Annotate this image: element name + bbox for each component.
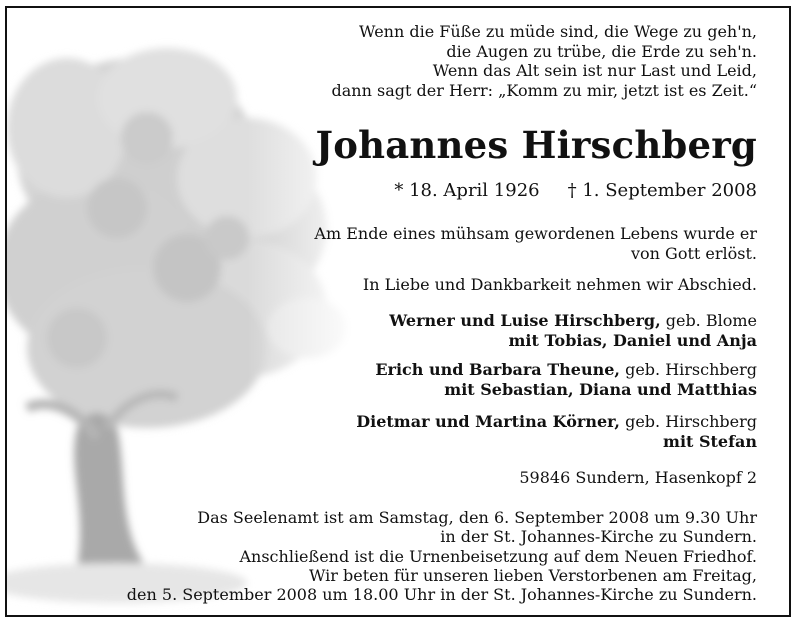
farewell-text: In Liebe und Dankbarkeit nehmen wir Abschied. bbox=[362, 275, 757, 294]
family-children: mit Sebastian, Diana und Matthias bbox=[444, 380, 757, 399]
deceased-name: Johannes Hirschberg bbox=[315, 123, 757, 167]
family-born: geb. Hirschberg bbox=[619, 412, 757, 431]
family-born: geb. Hirschberg bbox=[619, 360, 757, 379]
family-entry bbox=[389, 311, 757, 351]
poem-line: dann sagt der Herr: „Komm zu mir, jetzt ist es Zeit.“ bbox=[331, 80, 757, 100]
poem-line: Wenn die Füße zu müde sind, die Wege zu geh'n, bbox=[359, 22, 757, 41]
release-text: Am Ende eines mühsam gewordenen Lebens wurde er von Gott erlöst. bbox=[314, 224, 757, 263]
address: 59846 Sundern, Hasenkopf 2 bbox=[519, 468, 757, 487]
poem-line: die Augen zu trübe, die Erde zu seh'n. bbox=[446, 41, 757, 61]
obituary-frame bbox=[5, 6, 791, 617]
family-names: Werner und Luise Hirschberg, bbox=[389, 311, 661, 330]
life-dates bbox=[394, 180, 757, 201]
family-entry bbox=[356, 412, 757, 452]
family-children: mit Stefan bbox=[663, 432, 757, 451]
birth-date: * 18. April 1926 bbox=[394, 180, 540, 201]
family-entry bbox=[375, 360, 757, 400]
death-date: † 1. September 2008 bbox=[567, 180, 757, 201]
family-names: Erich und Barbara Theune, bbox=[375, 360, 620, 379]
poem bbox=[332, 22, 757, 100]
family-names: Dietmar und Martina Körner, bbox=[356, 412, 620, 431]
service-info: Das Seelenamt ist am Samstag, den 6. September 2008 um 9.30 Uhr in der St. Johannes-Kirche zu Sundern. Anschließend ist die Urnenbeisetzung auf dem Neuen Friedhof. Wir beten für unseren lieben Verstorbenen am Freitag, den 5. September 2008 um 18.00 Uhr in der St. Johannes-Kirche zu Sundern. bbox=[126, 508, 757, 605]
family-born: geb. Blome bbox=[660, 311, 757, 330]
poem-line: Wenn das Alt sein ist nur Last und Leid, bbox=[432, 61, 757, 80]
family-children: mit Tobias, Daniel und Anja bbox=[508, 331, 757, 350]
